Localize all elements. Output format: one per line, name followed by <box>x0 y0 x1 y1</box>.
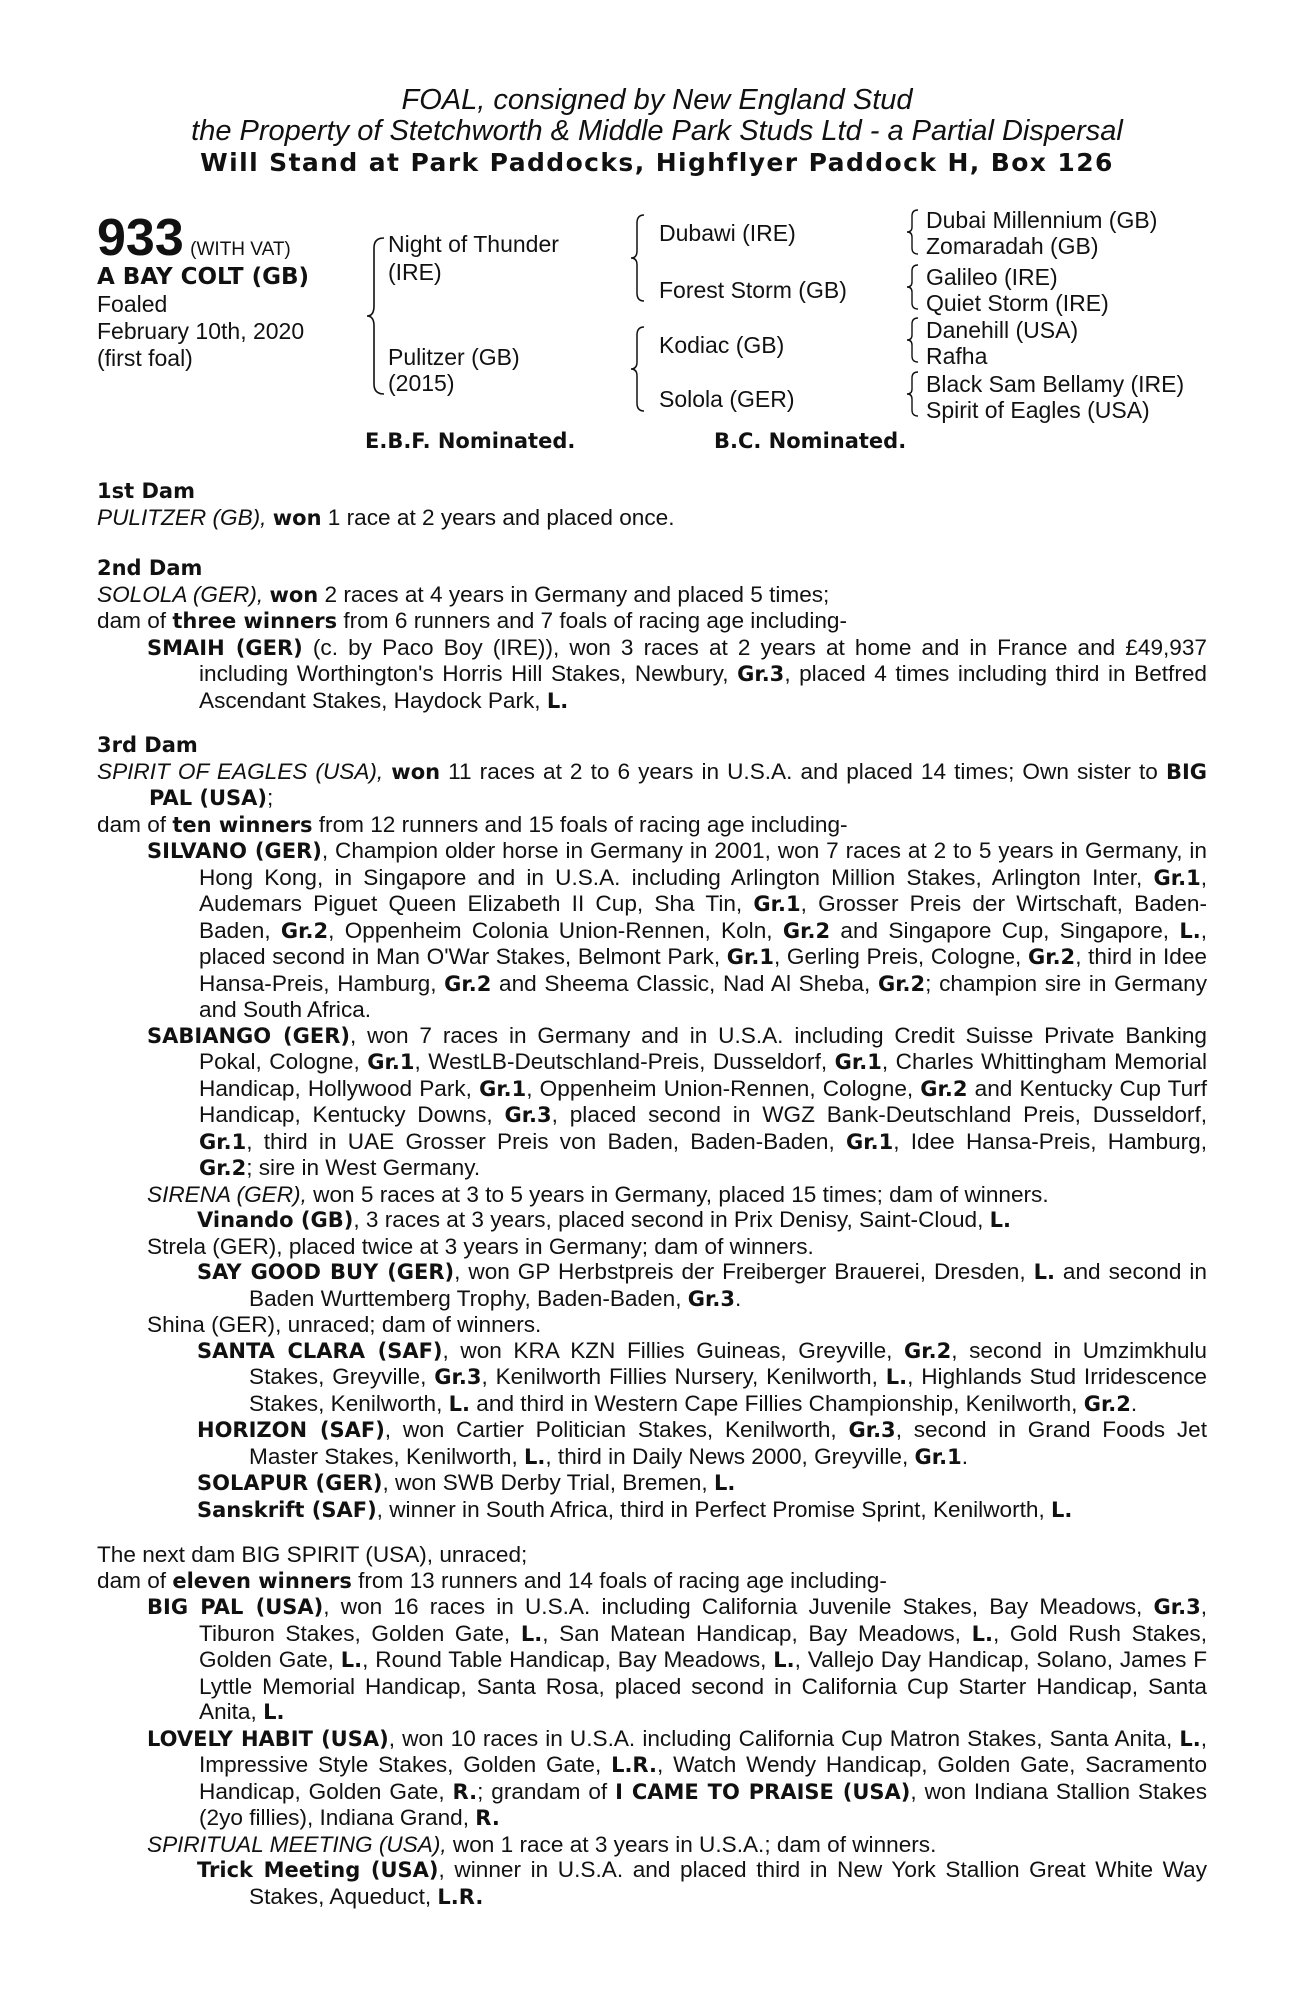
g3-quiet-storm: Quiet Storm (IRE) <box>926 290 1109 316</box>
bold-text: Gr.2 <box>904 1338 952 1363</box>
trick-meeting-entry <box>97 1857 1207 1910</box>
text-run: , third in UAE Grosser Preis von Baden, Baden-Baden, <box>246 1128 847 1154</box>
bold-text: Gr.1 <box>726 945 774 969</box>
third-dam-produce <box>97 812 1207 839</box>
brace-g3-1 <box>906 208 920 256</box>
text-run: , Oppenheim Colonia Union-Rennen, Koln, <box>328 917 783 943</box>
bold-text: L.R. <box>437 1884 484 1909</box>
text-run: won 5 races at 3 to 5 years in Germany, placed 15 times; dam of winners. <box>306 1181 1049 1207</box>
text-run: and third in Western Cape Fillies Championship, Kenilworth, <box>470 1390 1084 1416</box>
second-dam-section <box>97 555 1207 714</box>
text-run: , Charles Whittingham Memorial Handicap, Hollywood Park, <box>199 1049 1207 1101</box>
text-run: , WestLB-Deutschland-Preis, Dusseldorf, <box>414 1049 835 1074</box>
lovely-habit-entry <box>97 1726 1207 1832</box>
text-run: , third in Idee Hansa-Preis, Hamburg, <box>199 944 1207 996</box>
spiritual-meeting-entry <box>97 1832 1207 1858</box>
sire-sire: Dubawi (IRE) <box>659 220 796 246</box>
text-run: from 6 runners and 7 foals of racing age including- <box>337 608 848 633</box>
first-dam-entry <box>97 505 1207 532</box>
sire-name: Night of Thunder <box>388 231 559 257</box>
third-dam-entry <box>97 759 1207 812</box>
text-run: from 12 runners and 15 foals of racing age including- <box>312 811 848 837</box>
text-run: dam of <box>97 608 173 633</box>
italic-name: SPIRITUAL MEETING (USA), <box>147 1831 447 1857</box>
text-run: , won 16 races in U.S.A. including California Juvenile Stakes, Bay Meadows, <box>323 1594 1154 1619</box>
text-run: from 13 runners and 14 foals of racing age including- <box>351 1567 887 1593</box>
text-run: , Vallejo Day Handicap, Solano, James F Lyttle Memorial Handicap, Santa Rosa, placed second in California Cup Starter Handicap, Santa Anita, <box>199 1647 1207 1724</box>
bold-text: SILVANO (GER) <box>147 839 322 863</box>
third-dam-section <box>97 732 1207 1523</box>
text-run: dam of <box>97 811 173 837</box>
dam-name: Pulitzer (GB) <box>388 344 520 370</box>
first-foal-note: (first foal) <box>97 345 193 371</box>
bold-text: L. <box>546 688 569 713</box>
brace-sire <box>630 213 646 303</box>
g3-rafha: Rafha <box>926 343 988 369</box>
bold-text: Gr.1 <box>199 1129 247 1154</box>
text-run: , San Matean Handicap, Bay Meadows, <box>542 1620 972 1646</box>
stabling-line: Will Stand at Park Paddocks, Highflyer Paddock H, Box 126 <box>200 148 1114 177</box>
santa-clara-entry <box>97 1338 1207 1418</box>
text-run: (c. by Paco Boy (IRE)), won 3 races at 2 years at home and in France and £49,937 including Worthington's Horris Hill Stakes, Newbury, <box>199 634 1207 686</box>
bold-text: SAY GOOD BUY (GER) <box>197 1260 455 1284</box>
strela-entry: Strela (GER), placed twice at 3 years in Germany; dam of winners. <box>147 1233 814 1259</box>
bc-nomination: B.C. Nominated. <box>714 429 907 453</box>
text-run: 2 races at 4 years in Germany and placed 5 times; <box>318 581 830 607</box>
bold-text: L. <box>340 1648 363 1672</box>
text-run: , Grosser Preis der Wirtschaft, Baden-Baden, <box>199 891 1208 943</box>
bold-text: L. <box>885 1365 908 1389</box>
bold-text: BIG PAL (USA) <box>149 759 1207 810</box>
text-run: and Kentucky Cup Turf Handicap, Kentucky Downs, <box>199 1075 1207 1127</box>
bold-text: Vinando (GB) <box>197 1208 354 1232</box>
text-run: , second in Grand Foods Jet Master Stakes, Kenilworth, <box>249 1417 1207 1469</box>
text-run: , won 7 races in Germany and in U.S.A. including Credit Suisse Private Banking Pokal, Cologne, <box>199 1022 1208 1074</box>
bold-text: Gr.1 <box>914 1444 962 1469</box>
bold-text: L. <box>713 1471 736 1495</box>
bold-text: Gr.3 <box>687 1286 735 1311</box>
dam-year: (2015) <box>388 370 455 396</box>
text-run: , Impressive Style Stakes, Golden Gate, <box>199 1725 1207 1777</box>
text-run: won 1 race at 3 years in U.S.A.; dam of winners. <box>446 1831 937 1857</box>
text-run: ; <box>267 785 274 810</box>
bold-text: L. <box>520 1621 543 1646</box>
g3-danehill: Danehill (USA) <box>926 317 1079 343</box>
shina-entry: Shina (GER), unraced; dam of winners. <box>147 1312 542 1337</box>
bold-text: L. <box>1033 1260 1055 1284</box>
g3-galileo: Galileo (IRE) <box>926 264 1058 290</box>
bold-text: Gr.1 <box>367 1050 415 1074</box>
text-run: dam of <box>97 1567 173 1593</box>
bold-text: Gr.3 <box>1153 1595 1201 1619</box>
text-run: , third in Daily News 2000, Greyville, <box>545 1443 915 1469</box>
bold-text: Gr.3 <box>737 662 785 686</box>
bold-text: L. <box>263 1700 285 1724</box>
vinando-entry <box>97 1207 1207 1234</box>
text-run: , won KRA KZN Fillies Guineas, Greyville, <box>442 1337 905 1363</box>
bold-text: Gr.3 <box>848 1418 896 1442</box>
g3-dubai-millennium: Dubai Millennium (GB) <box>926 207 1158 233</box>
bold-text: SOLAPUR (GER) <box>197 1471 383 1495</box>
italic-name: SPIRIT OF EAGLES (USA), <box>97 758 384 784</box>
text-run: , Idee Hansa-Preis, Hamburg, <box>893 1128 1207 1154</box>
text-run: , won GP Herbstpreis der Freiberger Brauerei, Dresden, <box>454 1259 1034 1284</box>
text-run: , won Indiana Stallion Stakes (2yo fillies), Indiana Grand, <box>199 1778 1208 1830</box>
bold-text: Gr.2 <box>444 971 492 996</box>
bold-text: Gr.2 <box>1027 945 1076 969</box>
text-run: , winner in South Africa, third in Perfect Promise Sprint, Kenilworth, <box>376 1496 1052 1522</box>
bold-text: Gr.3 <box>434 1365 482 1389</box>
text-run: , Audemars Piguet Queen Elizabeth II Cup, Sha Tin, <box>199 864 1207 916</box>
lot-number: 933 <box>97 209 184 267</box>
text-run: , winner in U.S.A. and placed third in New York Stallion Great White Way Stakes, Aqueduct, <box>249 1857 1207 1909</box>
text-run: . <box>961 1443 969 1469</box>
bold-text: Gr.2 <box>782 918 831 943</box>
text-run: , placed second in Man O'War Stakes, Belmont Park, <box>199 917 1207 969</box>
text-run: ; champion sire in Germany and South Africa. <box>199 970 1208 1022</box>
sabiango-entry <box>97 1023 1207 1182</box>
bold-text: Gr.2 <box>199 1156 247 1180</box>
text-run: , 3 races at 3 years, placed second in Prix Denisy, Saint-Cloud, <box>353 1207 990 1232</box>
text-run: , Round Table Handicap, Bay Meadows, <box>362 1647 774 1672</box>
bold-text: SANTA CLARA (SAF) <box>197 1338 443 1363</box>
text-run: , Champion older horse in Germany in 2001, won 7 races at 2 to 5 years in Germany, in Hong Kong, in Singapore and in U.S.A. including Arlington Million Stakes, Arlington Inter, <box>199 838 1207 890</box>
dam-sire: Kodiac (GB) <box>659 332 785 358</box>
bold-text: Gr.2 <box>877 971 926 996</box>
text-run: 1 race at 2 years and placed once. <box>321 504 675 530</box>
bold-text: Gr.2 <box>1083 1391 1131 1416</box>
bold-text: Trick Meeting (USA) <box>197 1858 439 1882</box>
brace-dam <box>630 325 646 413</box>
say-good-buy-entry <box>97 1259 1207 1312</box>
text-run: , Gerling Preis, Cologne, <box>773 944 1028 969</box>
text-run: , won 10 races in U.S.A. including California Cup Matron Stakes, Santa Anita, <box>388 1725 1180 1751</box>
next-dam-line: The next dam BIG SPIRIT (USA), unraced; <box>97 1542 528 1567</box>
property-line: the Property of Stetchworth & Middle Park Studs Ltd - a Partial Dispersal <box>191 115 1123 147</box>
second-dam-heading: 2nd Dam <box>97 556 203 580</box>
text-run: ; grandam of <box>477 1778 616 1804</box>
sirena-entry <box>97 1182 1207 1208</box>
text-run: , Oppenheim Union-Rennen, Cologne, <box>526 1075 921 1101</box>
g3-zomaradah: Zomaradah (GB) <box>926 233 1099 259</box>
text-run: . <box>734 1285 742 1311</box>
text-run: , won Cartier Politician Stakes, Kenilworth, <box>384 1417 849 1442</box>
text-run: and Sheema Classic, Nad Al Sheba, <box>491 970 878 996</box>
bold-text: Gr.1 <box>753 892 801 916</box>
text-run: , Kenilworth Fillies Nursery, Kenilworth, <box>481 1364 886 1389</box>
lot-title: A BAY COLT (GB) <box>97 264 310 290</box>
italic-name: PULITZER (GB), <box>97 504 267 530</box>
bold-text: R. <box>475 1806 500 1830</box>
sanskrift-entry <box>97 1497 1207 1524</box>
text-run: , placed second in WGZ Bank-Deutschland Preis, Dusseldorf, <box>551 1102 1207 1127</box>
dam-dam: Solola (GER) <box>659 386 795 412</box>
italic-name: SIRENA (GER), <box>147 1181 307 1207</box>
bold-text: R. <box>452 1779 478 1804</box>
bold-text: Gr.2 <box>280 918 329 943</box>
text-run: . <box>1130 1390 1138 1416</box>
text-run: , Gold Rush Stakes, Golden Gate, <box>199 1620 1207 1672</box>
text-run: , Tiburon Stakes, Golden Gate, <box>199 1594 1207 1646</box>
text-run: , Watch Wendy Handicap, Golden Gate, Sacramento Handicap, Golden Gate, <box>199 1752 1208 1804</box>
text-run: 11 races at 2 to 6 years in U.S.A. and placed 14 times; Own sister to <box>440 758 1166 784</box>
bold-text: won <box>269 582 319 607</box>
smaih-entry <box>97 635 1207 715</box>
bold-text: ten winners <box>172 812 313 837</box>
solapur-entry <box>97 1470 1207 1497</box>
brace-left <box>366 236 386 396</box>
bold-text: HORIZON (SAF) <box>197 1418 385 1442</box>
bold-text: Gr.2 <box>920 1076 968 1101</box>
horizon-entry <box>97 1417 1207 1470</box>
bold-text: won <box>391 759 441 784</box>
bold-text: LOVELY HABIT (USA) <box>147 1726 389 1751</box>
text-run: ; sire in West Germany. <box>246 1155 481 1180</box>
bold-text: L. <box>971 1621 993 1646</box>
vat-note: (WITH VAT) <box>190 239 291 260</box>
bold-text: Gr.1 <box>1153 865 1201 890</box>
brace-g3-4 <box>906 370 920 418</box>
g3-spirit-of-eagles: Spirit of Eagles (USA) <box>926 397 1150 423</box>
sire-country: (IRE) <box>388 259 442 285</box>
bold-text: L. <box>989 1208 1012 1232</box>
text-run: , won SWB Derby Trial, Bremen, <box>382 1470 714 1495</box>
text-run: , second in Umzimkhulu Stakes, Greyville, <box>249 1337 1207 1389</box>
text-run: and Singapore Cup, Singapore, <box>830 917 1180 943</box>
text-run: , placed 4 times including third in Betfred Ascendant Stakes, Haydock Park, <box>199 661 1207 713</box>
big-pal-entry <box>97 1594 1207 1726</box>
bold-text: L. <box>1051 1497 1073 1522</box>
bold-text: SABIANGO (GER) <box>147 1023 350 1048</box>
next-dam-produce <box>97 1568 1207 1595</box>
bold-text: L. <box>1179 1726 1201 1751</box>
bold-text: L.R. <box>611 1753 657 1777</box>
bold-text: Gr.1 <box>479 1076 527 1101</box>
bold-text: BIG PAL (USA) <box>147 1595 324 1619</box>
bold-text: SMAIH (GER) <box>147 635 303 660</box>
sire-dam: Forest Storm (GB) <box>659 277 847 303</box>
g3-black-sam-bellamy: Black Sam Bellamy (IRE) <box>926 371 1185 397</box>
next-dam-section <box>97 1542 1207 1910</box>
first-dam-section <box>97 478 1207 531</box>
second-dam-produce <box>97 608 1207 635</box>
ebf-nomination: E.B.F. Nominated. <box>365 429 576 453</box>
brace-g3-2 <box>906 263 920 311</box>
bold-text: L. <box>773 1648 795 1672</box>
foaled-label: Foaled <box>97 291 168 317</box>
text-run: and second in Baden Wurttemberg Trophy, Baden-Baden, <box>249 1259 1207 1311</box>
lot-number-row <box>97 209 291 267</box>
bold-text: Gr.3 <box>504 1103 552 1127</box>
bold-text: won <box>272 505 322 530</box>
bold-text: eleven winners <box>172 1568 352 1593</box>
italic-name: SOLOLA (GER), <box>97 581 264 607</box>
bold-text: Gr.1 <box>846 1129 894 1154</box>
bold-text: three winners <box>172 609 338 633</box>
first-dam-heading: 1st Dam <box>97 479 195 503</box>
third-dam-heading: 3rd Dam <box>97 733 198 757</box>
bold-text: L. <box>524 1444 546 1469</box>
foaled-date: February 10th, 2020 <box>97 318 305 344</box>
consignor-line: FOAL, consigned by New England Stud <box>401 84 913 116</box>
bold-text: Sanskrift (SAF) <box>197 1497 377 1522</box>
brace-g3-3 <box>906 316 920 364</box>
second-dam-entry <box>97 582 1207 609</box>
silvano-entry <box>97 838 1207 1023</box>
bold-text: I CAME TO PRAISE (USA) <box>615 1779 911 1804</box>
bold-text: L. <box>448 1391 471 1416</box>
text-run: , Highlands Stud Irridescence Stakes, Kenilworth, <box>249 1364 1207 1416</box>
bold-text: L. <box>1179 918 1201 943</box>
bold-text: Gr.1 <box>834 1050 882 1074</box>
